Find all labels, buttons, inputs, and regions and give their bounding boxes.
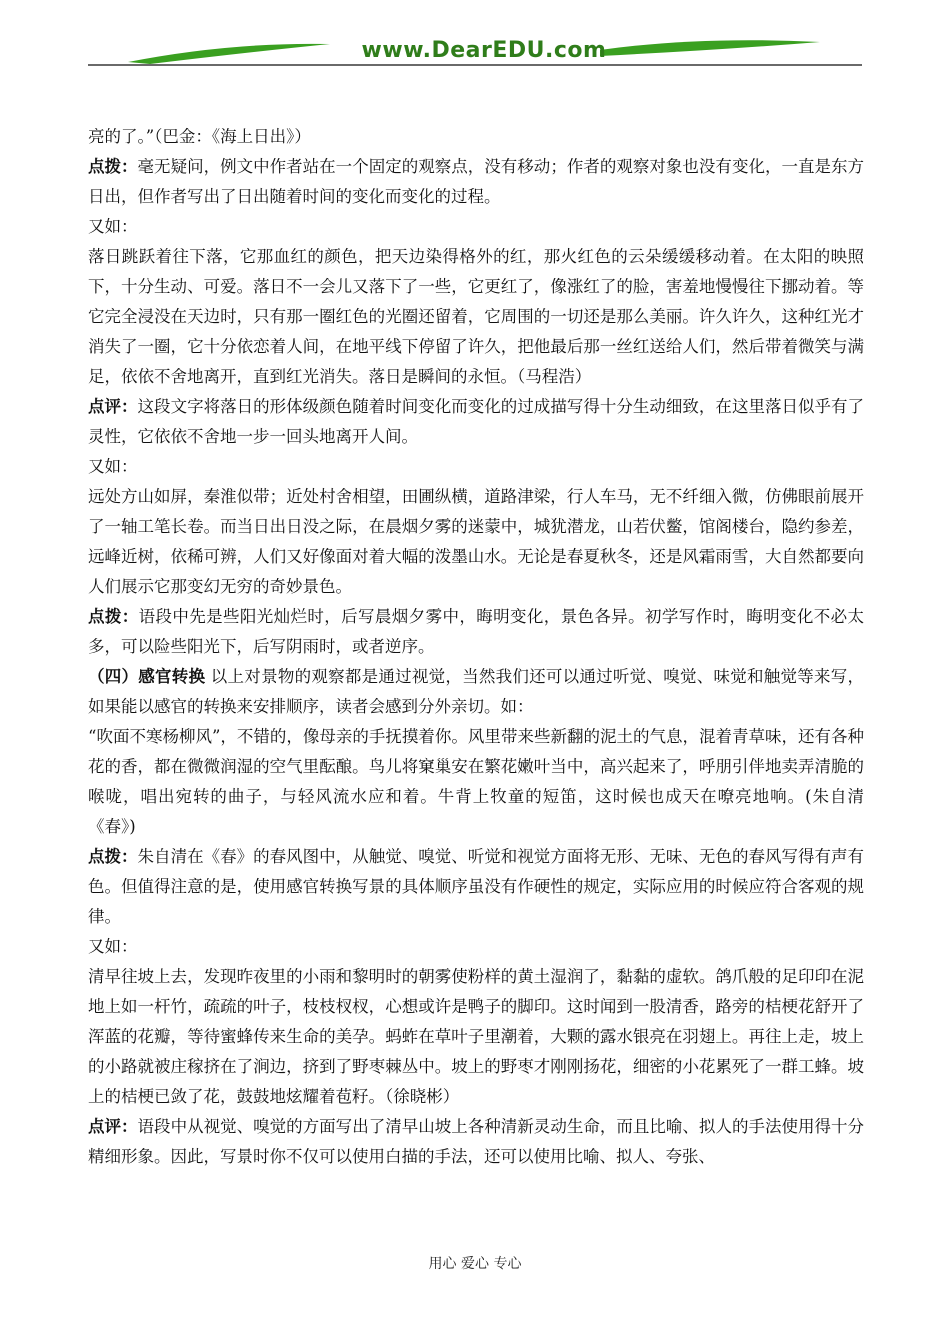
paragraph: 清早往坡上去，发现昨夜里的小雨和黎明时的朝雾使粉样的黄土湿润了，黏黏的虚软。鸽爪般的足印印在泥地上如一杆竹，疏疏的叶子，枝枝杈杈，心想或许是鸭子的脚印。这时闻到一股清香，路旁的桔梗花舒开了浑蓝的花瓣，等待蜜蜂传来生命的美孕。蚂蚱在草叶子里潮着，大颗的露水银亮在羽翅上。再往上走，坡上的小路就被庄稼挤在了涧边，挤到了野枣棘丛中。坡上的野枣才刚刚扬花，细密的小花累死了一群工蜂。坡上的桔梗已敛了花，鼓鼓地炫耀着苞籽。（徐晓彬） [88, 967, 864, 1106]
paragraph: 远处方山如屏，秦淮似带；近处村舍相望，田圃纵横，道路津梁，行人车马，无不纤细入微，仿佛眼前展开了一轴工笔长卷。而当日出日没之际，在晨烟夕雾的迷蒙中，城犹潜龙，山若伏鳖，馆阁楼台，隐约参差，远峰近树，依稀可辨，人们又好像面对着大幅的泼墨山水。无论是春夏秋冬，还是风霜雨雪，大自然都要向人们展示它那变幻无穷的奇妙景色。 [88, 487, 864, 596]
paragraph: 又如： [88, 937, 138, 956]
paragraph: 落日跳跃着往下落，它那血红的颜色，把天边染得格外的红，那火红色的云朵缓缓移动着。在太阳的映照下，十分生动、可爱。落日不一会儿又落下了一些，它更红了，像涨红了的脸，害羞地慢慢往下挪动着。等它完全浸没在天边时，只有那一圈红色的光圈还留着，它周围的一切还是那么美丽。许久许久，这种红光才消失了一圈，它十分依恋着人间，在地平线下停留了许久，把他最后那一丝红送给人们，然后带着微笑与满足，依依不舍地离开，直到红光消失。落日是瞬间的永恒。（马程浩） [88, 247, 864, 386]
paragraph: （四）感官转换 以上对景物的观察都是通过视觉，当然我们还可以通过听觉、嗅觉、味觉和触觉等来写，如果能以感官的转换来安排顺序，读者会感到分外亲切。如： [88, 667, 865, 716]
article-body [88, 122, 864, 1172]
page-footer: 用心 爱心 专心 [428, 1256, 522, 1272]
paragraph: 点拨：朱自清在《春》的春风图中，从触觉、嗅觉、听觉和视觉方面将无形、无味、无色的春风写得有声有色。但值得注意的是，使用感官转换写景的具体顺序虽没有作硬性的规定，实际应用的时候应符合客观的规律。 [88, 847, 865, 926]
paragraph: 点评：语段中从视觉、嗅觉的方面写出了清早山坡上各种清新灵动生命，而且比喻、拟人的手法使用得十分精细形象。因此，写景时你不仅可以使用白描的手法，还可以使用比喻、拟人、夸张、 [88, 1117, 865, 1166]
paragraph: 又如： [88, 457, 138, 476]
page-header [0, 0, 950, 80]
paragraph: 点拨：语段中先是些阳光灿烂时，后写晨烟夕雾中，晦明变化，景色各异。初学写作时，晦明变化不必太多，可以险些阳光下，后写阴雨时，或者逆序。 [88, 607, 865, 656]
site-logo-text: www.DearEDU.com [361, 38, 607, 63]
paragraph: 亮的了。”（巴金：《海上日出》） [88, 127, 311, 146]
paragraph: 又如： [88, 217, 138, 236]
paragraph: “吹面不寒杨柳风”，不错的，像母亲的手抚摸着你。风里带来些新翻的泥土的气息，混着青草味，还有各种花的香，都在微微润湿的空气里酝酿。鸟儿将窠巢安在繁花嫩叶当中，高兴起来了，呼朋引伴地卖弄清脆的喉咙，唱出宛转的曲子，与轻风流水应和着。牛背上牧童的短笛，这时候也成天在嘹亮地响。(朱自清《春》) [88, 727, 864, 836]
paragraph: 点拨：毫无疑问，例文中作者站在一个固定的观察点，没有移动；作者的观察对象也没有变化，一直是东方日出，但作者写出了日出随着时间的变化而变化的过程。 [88, 157, 865, 206]
paragraph: 点评：这段文字将落日的形体级颜色随着时间变化而变化的过成描写得十分生动细致，在这里落日似乎有了灵性，它依依不舍地一步一回头地离开人间。 [88, 397, 865, 446]
